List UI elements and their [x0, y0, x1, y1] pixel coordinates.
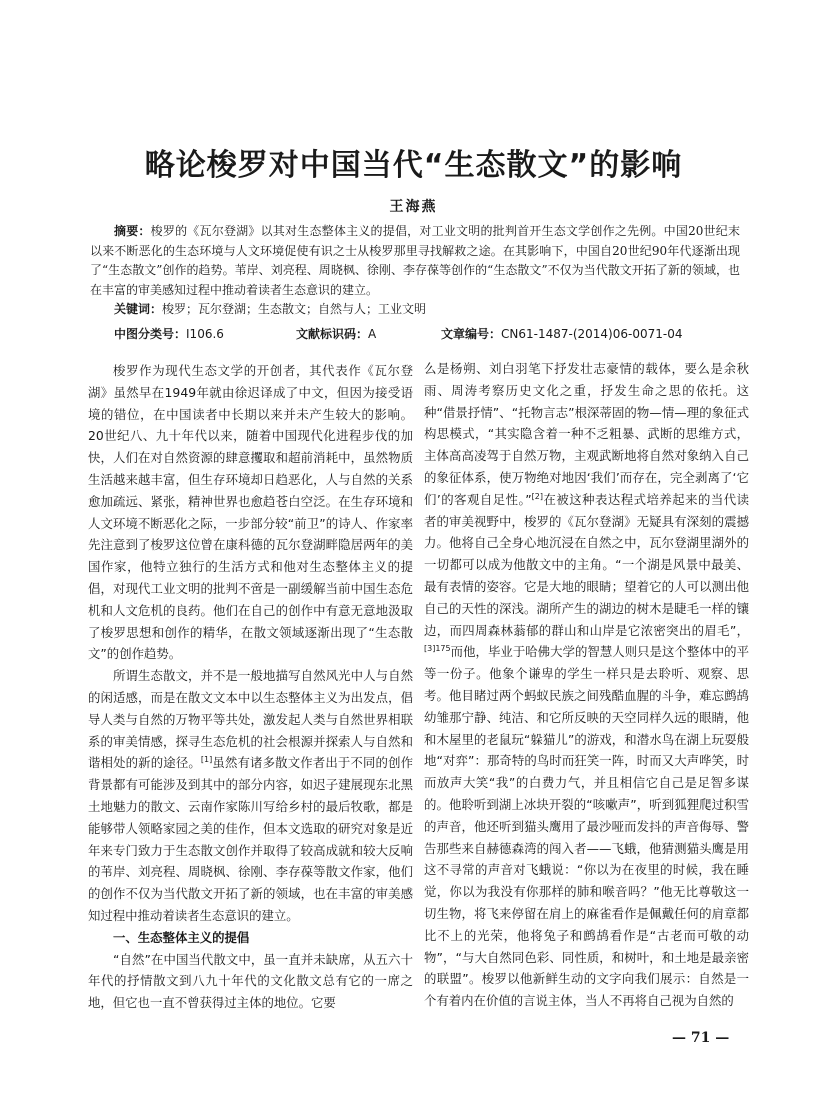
abstract-label: 摘要： [114, 224, 151, 238]
citation-ref: [3]175 [424, 644, 451, 654]
keywords-text: 梭罗；瓦尔登湖；生态散文；自然与人；工业文明 [162, 302, 427, 316]
article-number: 文章编号：CN61-1487-(2014)06-0071-04 [441, 327, 683, 341]
keywords-label: 关键词： [114, 302, 163, 316]
abstract-section [90, 222, 740, 320]
page-number: — 71 — [672, 1030, 730, 1046]
section-heading: 一、生态整体主义的提倡 [113, 929, 250, 945]
abstract-text: 梭罗的《瓦尔登湖》以其对生态整体主义的提倡，对工业文明的批判首开生态文学创作之先例。中国20世纪末以来不断恶化的生态环境与人文环境促使有识之士从梭罗那里寻找解救之途。在其影响下，中国自20世纪90年代逐渐出现了“生态散文”创作的趋势。苇岸、刘亮程、周晓枫、徐刚、李存葆等创作的“生态散文”不仅为当代散文开拓了新的领域，也在丰富的审美感知过程中推动着读者生态意识的建立。 [90, 224, 740, 297]
author-name: 王海燕 [389, 199, 438, 215]
body-paragraph: 梭罗作为现代生态文学的开创者，其代表作《瓦尔登湖》虽然早在1949年就由徐迟译成了中文，但因为接受语境的错位，在中国读者中长期以来并未产生较大的影响。20世纪八、九十年代以来，随着中国现代化进程步伐的加快，人们在对自然资源的肆意攫取和超前消耗中，虽然物质生活越来越丰富，但生存环境却日趋恶化，人与自然的关系愈加疏远、紧张，精神世界也愈趋苍白空泛。在生存环境和人文环境不断恶化之际，一步部分较“前卫”的诗人、作家率先注意到了梭罗这位曾在康科德的瓦尔登湖畔隐居两年的美国作家，他特立独行的生活方式和他对生态整体主义的提倡，对现代工业文明的批判不啻是一副缓解当前中国生态危机和人文危机的良药。他们在自己的创作中有意无意地汲取了梭罗思想和创作的精华，在散文领域逐渐出现了“生态散文”的创作趋势。 [88, 363, 413, 662]
body-column-left [88, 360, 413, 1014]
keywords-paragraph [90, 300, 740, 320]
body-paragraph: 所谓生态散文，并不是一般地描写自然风光中人与自然的闲适感，而是在散文文本中以生态整体主义为出发点，倡导人类与自然的万物平等共处，激发起人类与自然世界相联系的审美情感，探寻生态危机的社会根源并探索人与自然和谐相处的新的途径。[1]虽然有诸多散文作者出于不同的创作背景都有可能涉及到其中的部分内容，如迟子建展现东北黑土地魅力的散文、云南作家陈川写给乡村的最后牧歌，都是能够带人领略家园之美的佳作，但本文选取的研究对象是近年来专门致力于生态散文创作并取得了较高成就和较大反响的苇岸、刘亮程、周晓枫、徐刚、李存葆等散文作家，他们的创作不仅为当代散文开拓了新的领域，也在丰富的审美感知过程中推动着读者生态意识的建立。 [88, 668, 414, 923]
abstract-paragraph [90, 222, 740, 300]
citation-ref: [1] [200, 755, 213, 765]
classification-row [114, 325, 754, 342]
citation-ref: [2] [531, 491, 543, 501]
document-code: 文献标识码：A [296, 327, 377, 341]
clc-number: 中图分类号：I106.6 [114, 327, 224, 341]
body-paragraph: 么是杨朔、刘白羽笔下抒发壮志豪情的载体，要么是余秋雨、周涛考察历史文化之重，抒发生命之思的依托。这种“借景抒情”、“托物言志”根深蒂固的物—情—理的象征式构思模式，“其实隐含着一种不乏粗暴、武断的思维方式，主体高高凌驾于自然万物，主观武断地将自然对象纳入自己的象征体系，使万物绝对地因‘我们’而存在，完全剥离了‘它们’的客观自足性。”[2]在被这种表达程式培养起来的当代读者的审美视野中，梭罗的《瓦尔登湖》无疑具有深刻的震撼力。他将自己全身心地沉浸在自然之中，瓦尔登湖里湖外的一切都可以成为他散文中的主角。“一个湖是风景中最美、最有表情的姿容。它是大地的眼睛；望着它的人可以测出他自己的天性的深浅。湖所产生的湖边的树木是睫毛一样的镶边，而四周森林蓊郁的群山和山岸是它浓密突出的眉毛”，$^{[3]175}$而他，毕业于哈佛大学的智慧人则只是这个整体中的平等一份子。他象个谦卑的学生一样只是去聆听、观察、思考。他目睹过两个蚂蚁民族之间残酷血腥的斗争，难忘鹧鸪幼雏那宁静、纯洁、和它所反映的天空同样久远的眼睛，他和木屋里的老鼠玩“躲猫儿”的游戏，和潜水鸟在湖上玩耍般地“对弈”：那奇特的鸟时而狂笑一阵，时而又大声哗笑，时而放声大笑“我”的白费力气，并且相信它自己是足智多谋的。他聆听到湖上冰块开裂的“咳嗽声”，听到狐狸爬过积雪的声音，他还听到猫头鹰用了最沙哑而发抖的声音侮辱、警告那些来自赫德森湾的闯入者——飞蛾，他猜测猫头鹰是用这不寻常的声音对飞蛾说：“你以为在夜里的时候，我在睡觉，你以为我没有你那样的肺和喉音吗？”他无比尊敬这一切生物，将飞来停留在肩上的麻雀看作是佩戴任何的肩章都比不上的光荣，他将兔子和鹧鸪看作是“古老而可敬的动物”，“与大自然同色彩、同性质，和树叶，和土地是最亲密的联盟”。梭罗以他新鲜生动的文字向我们展示：自然是一个有着内在价值的言说主体，当人不再将自己视为自然的 [424, 361, 749, 1009]
article-title: 略论梭罗对中国当代“生态散文”的影响 [144, 148, 683, 183]
body-column-right [424, 358, 749, 1012]
body-paragraph: “自然”在中国当代散文中，虽一直并未缺席，从五六十年代的抒情散文到八九十年代的文化散文总有它的一席之地，但它也一直不曾获得过主体的地位。它要 [88, 951, 413, 1011]
